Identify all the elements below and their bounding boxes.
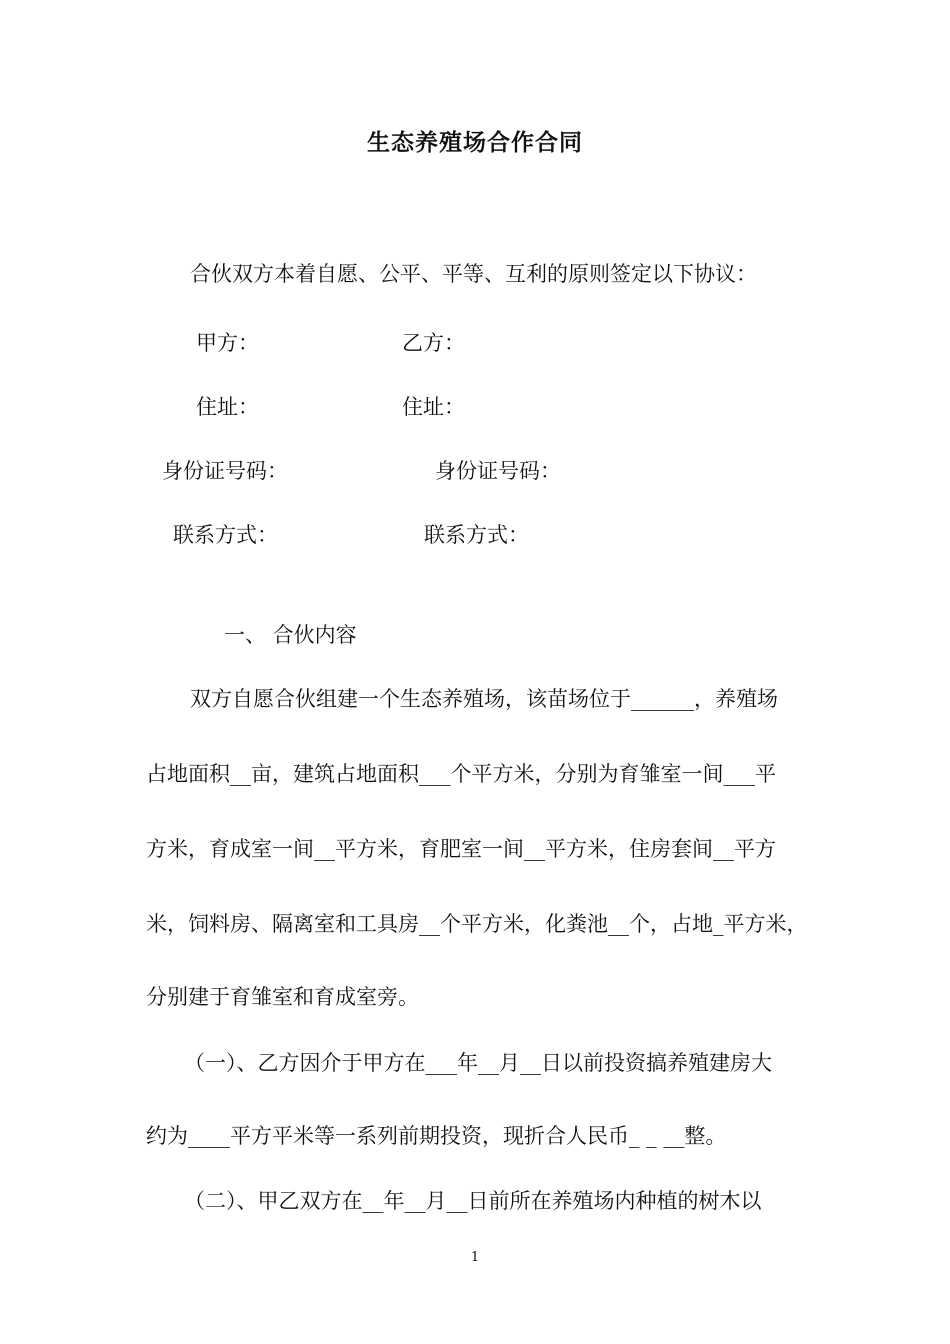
paragraph-line: 分别建于育雏室和育成室旁。	[146, 985, 419, 1009]
party-a-id-label: 身份证号码：	[162, 459, 288, 483]
document-title: 生态养殖场合作合同	[367, 129, 583, 156]
page-number: 1	[470, 1250, 480, 1265]
paragraph-line: 占地面积__亩，建筑占地面积___个平方米，分别为育雏室一间___平	[146, 762, 776, 786]
clause-2-line: （二）、甲乙双方在__年__月__日前所在养殖场内种植的树木以	[184, 1189, 762, 1213]
party-a-label: 甲方：	[196, 331, 259, 355]
party-b-contact-label: 联系方式：	[424, 523, 529, 547]
clause-1-line: （一）、乙方因介于甲方在___年__月__日以前投资搞养殖建房大	[184, 1051, 772, 1075]
intro-paragraph: 合伙双方本着自愿、公平、平等、互利的原则签定以下协议：	[190, 262, 757, 286]
party-b-label: 乙方：	[402, 331, 465, 355]
paragraph-line: 双方自愿合伙组建一个生态养殖场，该苗场位于______，养殖场	[190, 687, 778, 711]
party-b-address-label: 住址：	[402, 395, 465, 419]
section-heading-partnership-content: 一、 合伙内容	[224, 623, 357, 647]
party-a-address-label: 住址：	[196, 395, 259, 419]
party-b-id-label: 身份证号码：	[435, 459, 561, 483]
clause-1-line: 约为____平方平米等一系列前期投资，现折合人民币_ _ __整。	[146, 1124, 727, 1148]
party-a-contact-label: 联系方式：	[173, 523, 278, 547]
paragraph-line: 方米，育成室一间__平方米，育肥室一间__平方米，住房套间__平方	[146, 837, 776, 861]
paragraph-line: 米，饲料房、隔离室和工具房__个平方米，化粪池__个，占地_平方米，	[146, 912, 808, 936]
